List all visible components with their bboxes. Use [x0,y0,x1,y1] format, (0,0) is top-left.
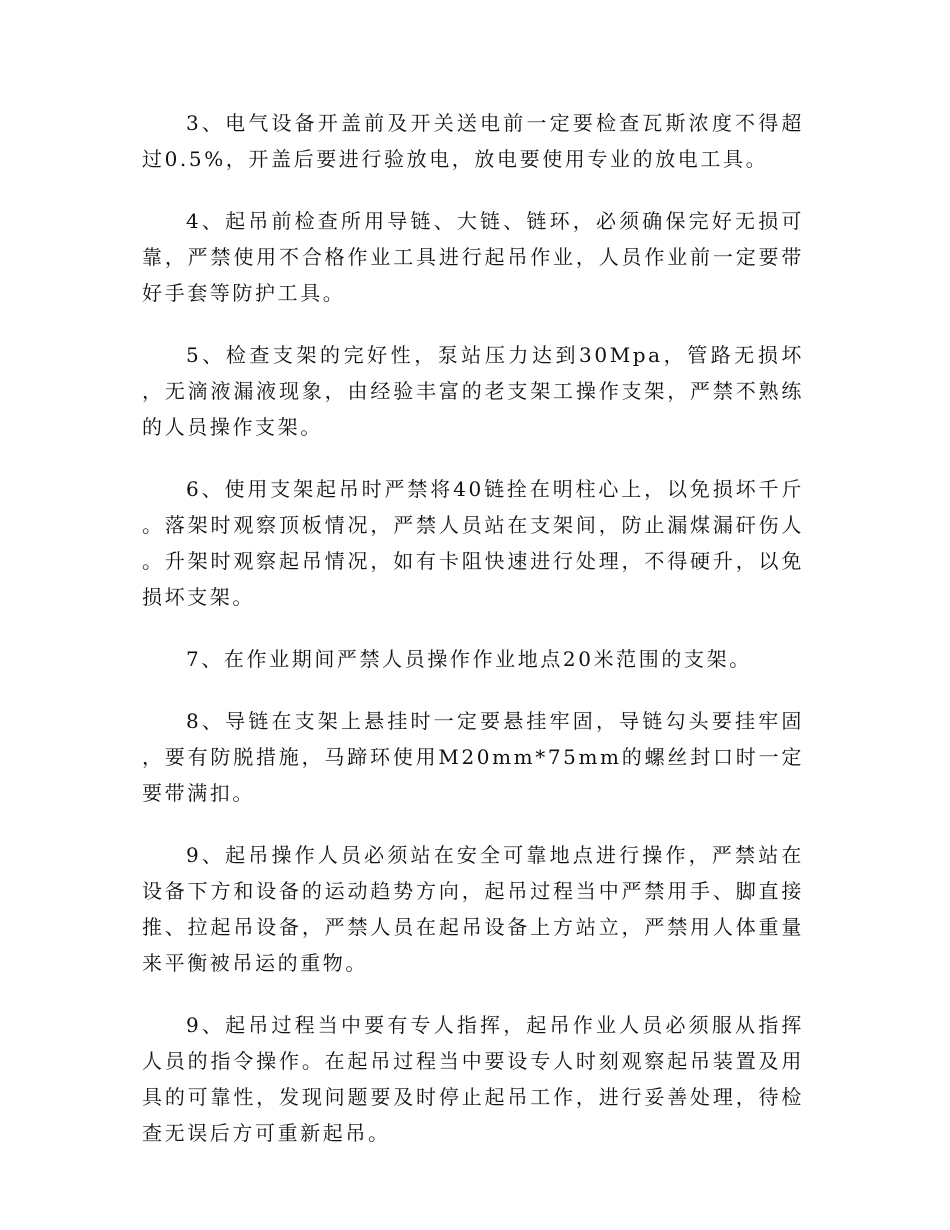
paragraph-3: 3、电气设备开盖前及开关送电前一定要检查瓦斯浓度不得超过0.5%，开盖后要进行验放电，放电要使用专业的放电工具。 [142,111,804,171]
paragraph-7: 7、在作业期间严禁人员操作作业地点20米范围的支架。 [186,647,752,671]
paragraph-5: 5、检查支架的完好性，泵站压力达到30Mpa，管路无损坏，无滴液漏液现象，由经验丰富的老支架工操作支架，严禁不熟练的人员操作支架。 [142,343,804,439]
paragraph-9b: 9、起吊过程当中要有专人指挥，起吊作业人员必须服从指挥人员的指令操作。在起吊过程当中要设专人时刻观察起吊装置及用具的可靠性，发现问题要及时停止起吊工作，进行妥善处理，待检查无误后方可重新起吊。 [142,1013,804,1145]
document-body [142,105,804,1177]
paragraph-9a: 9、起吊操作人员必须站在安全可靠地点进行操作，严禁站在设备下方和设备的运动趋势方向，起吊过程当中严禁用手、脚直接推、拉起吊设备，严禁人员在起吊设备上方站立，严禁用人体重量来平衡被吊运的重物。 [142,843,804,975]
paragraph-4: 4、起吊前检查所用导链、大链、链环，必须确保完好无损可靠，严禁使用不合格作业工具进行起吊作业，人员作业前一定要带好手套等防护工具。 [142,209,804,305]
paragraph-6: 6、使用支架起吊时严禁将40链拴在明柱心上，以免损坏千斤。落架时观察顶板情况，严禁人员站在支架间，防止漏煤漏矸伤人。升架时观察起吊情况，如有卡阻快速进行处理，不得硬升，以免损坏支架。 [142,477,804,609]
paragraph-8: 8、导链在支架上悬挂时一定要悬挂牢固，导链勾头要挂牢固，要有防脱措施，马蹄环使用M20mm*75mm的螺丝封口时一定要带满扣。 [142,709,804,805]
